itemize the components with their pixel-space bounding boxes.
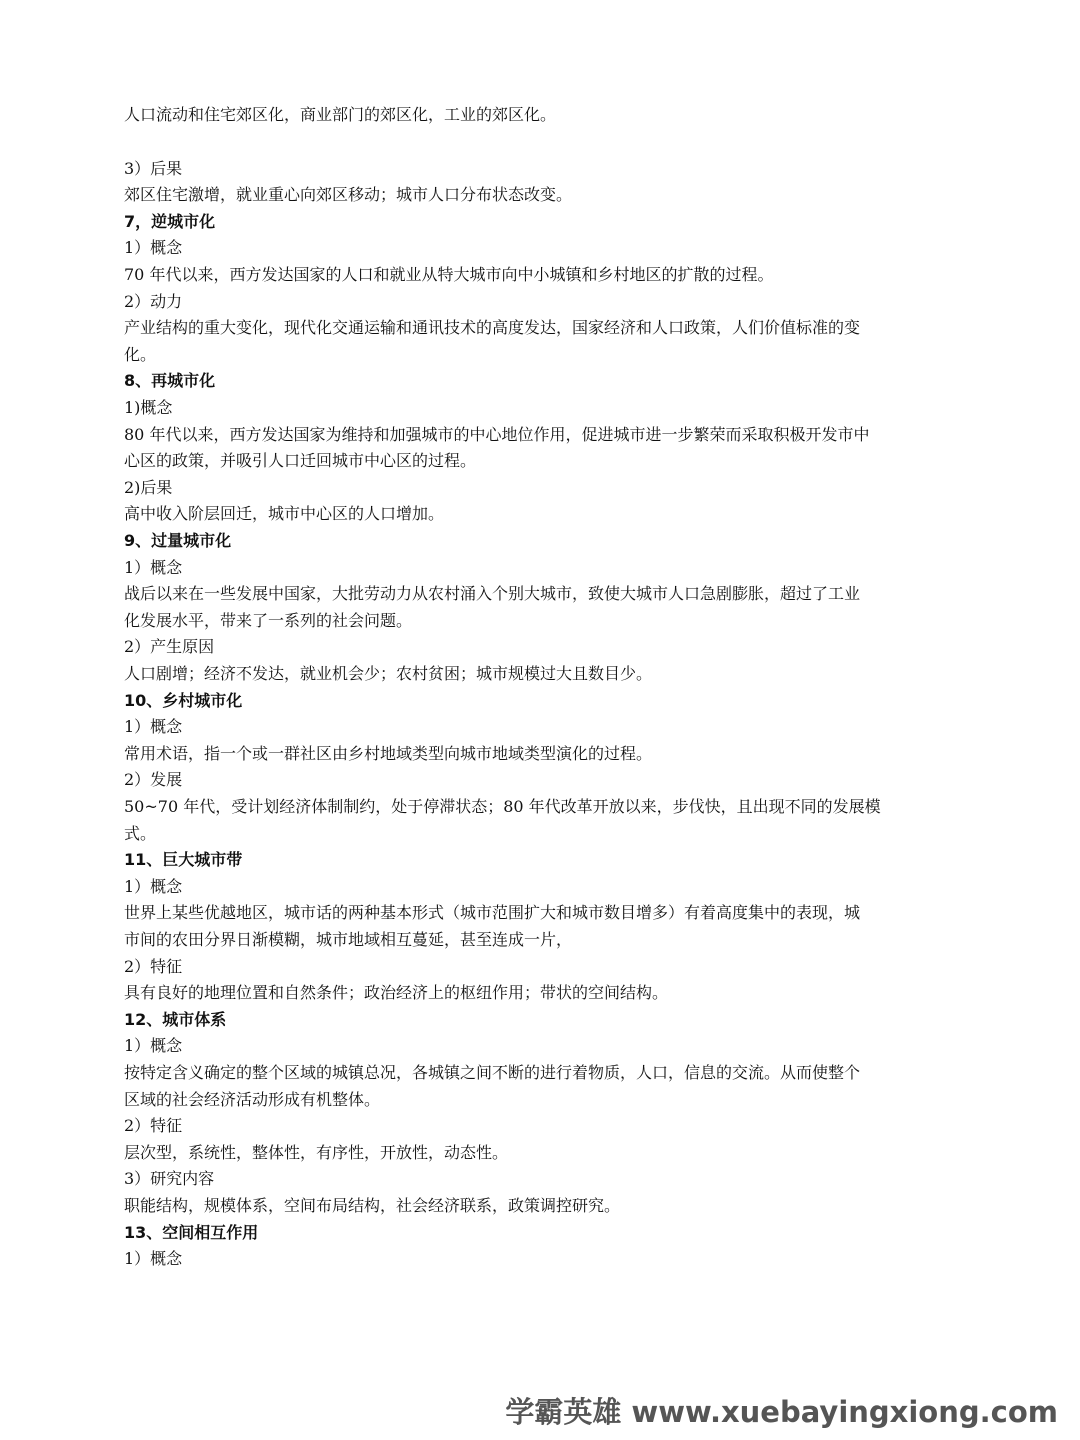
text-line: 3）研究内容 — [124, 1169, 215, 1188]
text-line: 人口流动和住宅郊区化，商业部门的郊区化，工业的郊区化。 — [124, 105, 557, 124]
text-line: 1）概念 — [124, 1249, 183, 1268]
text-line: 1）概念 — [124, 877, 183, 896]
text-line: 式。 — [124, 824, 157, 843]
text-line: 高中收入阶层回迁，城市中心区的人口增加。 — [124, 504, 445, 523]
text-line: 常用术语，指一个或一群社区由乡村地域类型向城市地域类型演化的过程。 — [124, 744, 653, 763]
text-line: 70 年代以来，西方发达国家的人口和就业从特大城市向中小城镇和乡村地区的扩散的过程。 — [124, 265, 774, 284]
text-line: 职能结构，规模体系，空间布局结构，社会经济联系，政策调控研究。 — [124, 1196, 621, 1215]
site-watermark: 学霸英雄 www.xuebayingxiong.com — [505, 1395, 1058, 1429]
section-heading: 11、巨大城市带 — [124, 850, 243, 869]
text-line: 市间的农田分界日渐模糊，城市地域相互蔓延，甚至连成一片， — [124, 930, 573, 949]
text-line: 产业结构的重大变化，现代化交通运输和通讯技术的高度发达，国家经济和人口政策，人们价值标准的变 — [124, 318, 861, 337]
text-line: 2）产生原因 — [124, 637, 215, 656]
text-line: 战后以来在一些发展中国家，大批劳动力从农村涌入个别大城市，致使大城市人口急剧膨胀，超过了工业 — [124, 584, 861, 603]
section-heading: 8、再城市化 — [124, 371, 216, 390]
text-line: 化发展水平，带来了一系列的社会问题。 — [124, 611, 413, 630]
text-line: 1）概念 — [124, 558, 183, 577]
text-line: 2）动力 — [124, 292, 183, 311]
text-line: 心区的政策，并吸引人口迁回城市中心区的过程。 — [124, 451, 477, 470]
text-line: 具有良好的地理位置和自然条件；政治经济上的枢纽作用；带状的空间结构。 — [124, 983, 669, 1002]
text-line: 人口剧增；经济不发达，就业机会少；农村贫困；城市规模过大且数目少。 — [124, 664, 653, 683]
text-line: 层次型，系统性，整体性，有序性，开放性，动态性。 — [124, 1143, 509, 1162]
text-line: 区域的社会经济活动形成有机整体。 — [124, 1090, 381, 1109]
text-line: 1）概念 — [124, 238, 183, 257]
text-line: 1）概念 — [124, 1036, 183, 1055]
section-heading: 12、城市体系 — [124, 1010, 227, 1029]
section-heading: 13、空间相互作用 — [124, 1223, 259, 1242]
text-line: 郊区住宅激增，就业重心向郊区移动；城市人口分布状态改变。 — [124, 185, 573, 204]
text-line: 按特定含义确定的整个区域的城镇总况，各城镇之间不断的进行着物质，人口，信息的交流。从而使整个 — [124, 1063, 861, 1082]
section-heading: 7，逆城市化 — [124, 212, 216, 231]
text-line: 2）特征 — [124, 1116, 183, 1135]
text-line: 2)后果 — [124, 478, 173, 497]
text-line: 2）发展 — [124, 770, 183, 789]
text-line: 2）特征 — [124, 957, 183, 976]
text-line: 50~70 年代，受计划经济体制制约，处于停滞状态；80 年代改革开放以来，步伐快，且出现不同的发展模 — [124, 797, 881, 816]
section-heading: 9、过量城市化 — [124, 531, 232, 550]
text-line: 80 年代以来，西方发达国家为维持和加强城市的中心地位作用，促进城市进一步繁荣而采取积极开发市中 — [124, 425, 870, 444]
text-line: 化。 — [124, 345, 157, 364]
text-line: 1)概念 — [124, 398, 173, 417]
text-line: 世界上某些优越地区，城市话的两种基本形式（城市范围扩大和城市数目增多）有着高度集中的表现，城 — [124, 903, 861, 922]
section-heading: 10、乡村城市化 — [124, 691, 243, 710]
text-line: 1）概念 — [124, 717, 183, 736]
text-line: 3）后果 — [124, 159, 183, 178]
